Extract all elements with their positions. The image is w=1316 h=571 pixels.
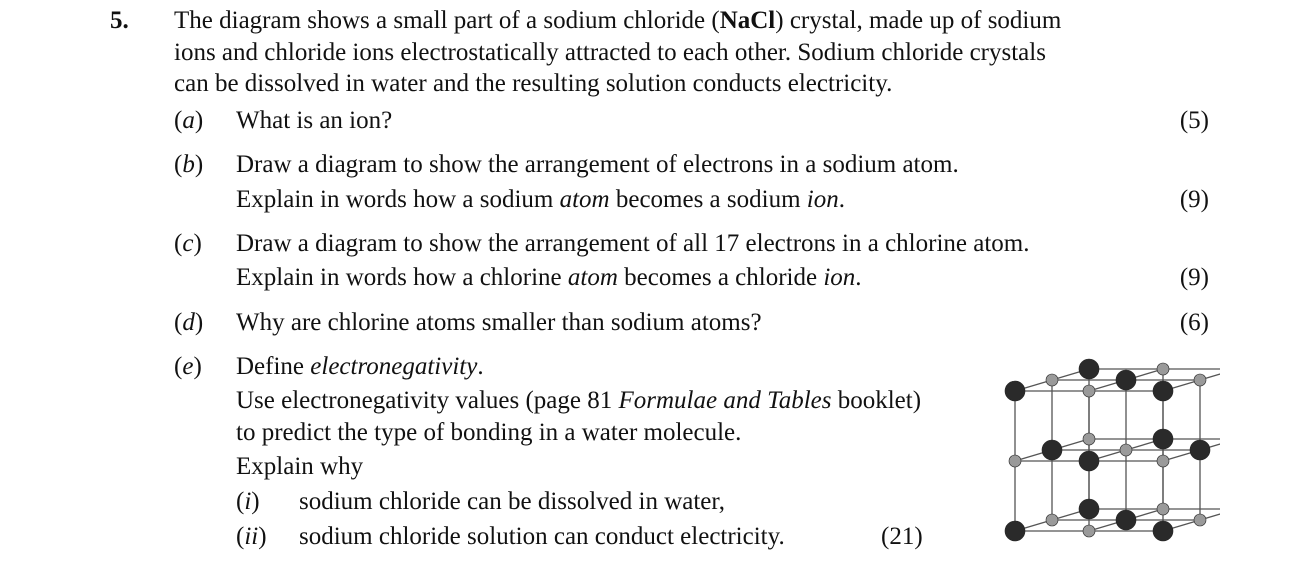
intro-line-1 (174, 6, 1061, 36)
part-e-line-3: to predict the type of bonding in a water molecule. (236, 419, 742, 446)
chloride-ion (1079, 499, 1099, 519)
part-c-letter: c (182, 230, 194, 257)
part-e-marks: (21) (881, 523, 923, 550)
part-d-label: (d) (174, 309, 204, 336)
sodium-ion (1120, 444, 1132, 456)
part-e-line-1a: Define (236, 353, 311, 380)
part-a-label: (a) (174, 107, 204, 134)
part-e-sub-ii-text: sodium chloride solution can conduct electricity. (299, 523, 785, 550)
part-e-line-2a: Use electronegativity values (page 81 (236, 387, 619, 414)
chloride-ion (1079, 359, 1099, 379)
part-e-term: electronegativity (310, 353, 478, 380)
chloride-ion (1116, 370, 1136, 390)
sodium-ion (1194, 374, 1206, 386)
part-e-sub-i-numeral: i (244, 488, 252, 515)
part-e-line-1b: . (477, 353, 484, 380)
part-b-line-2c: . (838, 186, 845, 213)
sodium-ion (1083, 385, 1095, 397)
chloride-ion (1190, 440, 1210, 460)
sodium-ion (1046, 514, 1058, 526)
chloride-ion (1079, 451, 1099, 471)
part-c-line-2 (236, 263, 862, 293)
part-b-letter: b (182, 151, 195, 178)
part-a-text: What is an ion? (236, 107, 393, 134)
part-b-label: (b) (174, 151, 204, 178)
chloride-ion (1153, 381, 1173, 401)
part-b-marks: (9) (1179, 186, 1209, 213)
part-e-letter: e (182, 353, 194, 380)
part-c-line-2c: . (855, 264, 862, 291)
part-c-marks: (9) (1179, 264, 1209, 291)
part-e-line-4: Explain why (236, 453, 364, 480)
sodium-ion (1009, 455, 1021, 467)
part-c-label: (c) (174, 230, 202, 257)
part-e-sub-i-text: sodium chloride can be dissolved in water, (299, 488, 725, 515)
part-c-ion: ion (823, 264, 856, 291)
formula-nacl: NaCl (719, 7, 776, 34)
intro-line-1b: ) crystal, made up of sodium (775, 7, 1062, 34)
part-c-line-2a: Explain in words how a chlorine (236, 264, 568, 291)
part-d-text: Why are chlorine atoms smaller than sodium atoms? (236, 309, 762, 336)
sodium-ion (1157, 455, 1169, 467)
intro-line-3: can be dissolved in water and the resulting solution conducts electricity. (174, 70, 893, 97)
intro-line-2: ions and chloride ions electrostatically attracted to each other. Sodium chloride crystals (174, 39, 1046, 66)
part-d-letter: d (182, 309, 195, 336)
sodium-ion (1083, 525, 1095, 537)
part-a-letter: a (182, 107, 195, 134)
part-e-line-2 (236, 386, 921, 416)
part-e-sub-ii-numeral: ii (244, 523, 259, 550)
sodium-ion (1083, 433, 1095, 445)
part-b-line-2b: becomes a sodium (609, 186, 807, 213)
question-number: 5. (110, 7, 129, 34)
part-e-booklet: Formulae and Tables (618, 387, 832, 414)
chloride-ion (1005, 521, 1025, 541)
part-d-marks: (6) (1179, 309, 1209, 336)
sodium-ion (1157, 363, 1169, 375)
sodium-ion (1194, 514, 1206, 526)
chloride-ion (1153, 521, 1173, 541)
chloride-ion (1153, 429, 1173, 449)
part-c-atom: atom (567, 264, 618, 291)
nacl-crystal-lattice-figure (1000, 346, 1220, 546)
part-a-marks: (5) (1179, 107, 1209, 134)
part-b-ion: ion (806, 186, 839, 213)
part-e-sub-i-label: (i) (236, 488, 260, 515)
part-e-sub-ii-label: (ii) (236, 523, 267, 550)
chloride-ion (1042, 440, 1062, 460)
part-b-line-1: Draw a diagram to show the arrangement of electrons in a sodium atom. (236, 151, 959, 178)
chloride-ion (1116, 510, 1136, 530)
chloride-ion (1005, 381, 1025, 401)
part-e-label: (e) (174, 353, 202, 380)
part-c-line-2b: becomes a chloride (617, 264, 824, 291)
part-b-atom: atom (559, 186, 610, 213)
sodium-ion (1046, 374, 1058, 386)
intro-line-1a: The diagram shows a small part of a sodium chloride ( (174, 7, 720, 34)
sodium-ion (1157, 503, 1169, 515)
part-b-line-2 (236, 185, 845, 215)
part-b-line-2a: Explain in words how a sodium (236, 186, 560, 213)
part-e-line-2b: booklet) (831, 387, 922, 414)
part-e-line-1 (236, 352, 484, 382)
part-c-line-1: Draw a diagram to show the arrangement of all 17 electrons in a chlorine atom. (236, 230, 1030, 257)
